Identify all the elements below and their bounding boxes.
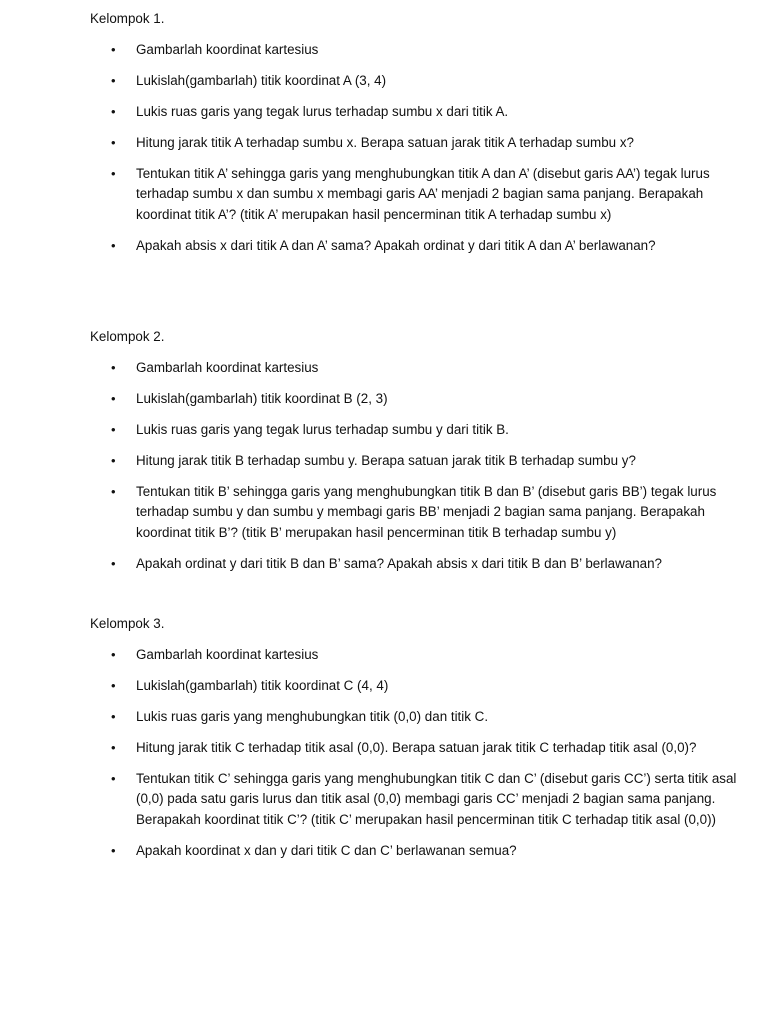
list-item [90, 358, 740, 378]
item-text: Gambarlah koordinat kartesius [136, 647, 319, 662]
bullet-icon: • [111, 771, 116, 786]
item-text: Lukis ruas garis yang menghubungkan titik (0,0) dan titik C. [136, 709, 489, 724]
list-item [90, 236, 740, 256]
item-text: Lukis ruas garis yang tegak lurus terhadap sumbu y dari titik B. [136, 422, 509, 437]
bullet-icon: • [111, 453, 116, 468]
bullet-icon: • [111, 740, 116, 755]
list-item [90, 420, 740, 440]
bullet-icon: • [111, 73, 116, 88]
item-text: Gambarlah koordinat kartesius [136, 360, 319, 375]
item-text: Lukislah(gambarlah) titik koordinat C (4, 4) [136, 678, 389, 693]
list-item [90, 645, 740, 665]
bullet-icon: • [111, 422, 116, 437]
list-item [90, 102, 740, 122]
item-text: Apakah ordinat y dari titik B dan B’ sama? Apakah absis x dari titik B dan B’ berlawanan? [136, 555, 662, 571]
list-item [90, 769, 740, 830]
bullet-icon: • [111, 135, 116, 150]
item-text: Hitung jarak titik C terhadap titik asal (0,0). Berapa satuan jarak titik C terhadap titik asal (0,0)? [136, 740, 697, 755]
list-item [90, 841, 740, 861]
item-text: Apakah koordinat x dan y dari titik C dan C’ berlawanan semua? [136, 842, 517, 858]
item-text: Gambarlah koordinat kartesius [136, 42, 319, 57]
bullet-icon: • [111, 391, 116, 406]
group-section [90, 614, 740, 872]
bullet-icon: • [111, 166, 116, 181]
bullet-icon: • [111, 484, 116, 499]
bullet-icon: • [111, 709, 116, 724]
group-heading: Kelompok 2. [90, 329, 165, 344]
list-item [90, 71, 740, 91]
bullet-icon: • [111, 678, 116, 693]
bullet-icon: • [111, 647, 116, 662]
bullet-icon: • [111, 42, 116, 57]
list-item [90, 707, 740, 727]
item-text: Tentukan titik C’ sehingga garis yang menghubungkan titik C dan C’ (disebut garis CC’) serta titik asal (0,0) pada satu garis lurus dan titik asal (0,0) membagi garis CC’ menjadi 2 bagian sama panjang. Berapakah koordinat titik C’? (titik C’ merupakan hasil pencerminan titik C terhadap titik asal (0,0)) [136, 771, 737, 827]
list-item [90, 554, 740, 574]
bullet-icon: • [111, 360, 116, 375]
item-text: Tentukan titik A’ sehingga garis yang menghubungkan titik A dan A’ (disebut garis AA’) tegak lurus terhadap sumbu x dan sumbu x membagi garis AA’ menjadi 2 bagian sama panjang. Berapakah koordinat titik A’? (titik A’ merupakan hasil pencerminan titik A terhadap sumbu x) [136, 166, 710, 222]
list-item [90, 738, 740, 758]
task-list [90, 358, 740, 574]
bullet-icon: • [111, 842, 116, 858]
task-list [90, 40, 740, 256]
list-item [90, 389, 740, 409]
item-text: Lukislah(gambarlah) titik koordinat B (2, 3) [136, 391, 388, 406]
list-item [90, 164, 740, 225]
item-text: Apakah absis x dari titik A dan A’ sama? Apakah ordinat y dari titik A dan A’ berlawanan? [136, 237, 656, 253]
bullet-icon: • [111, 237, 116, 253]
group-heading: Kelompok 1. [90, 11, 165, 26]
item-text: Lukis ruas garis yang tegak lurus terhadap sumbu x dari titik A. [136, 104, 509, 119]
bullet-icon: • [111, 104, 116, 119]
list-item [90, 451, 740, 471]
group-section [90, 327, 740, 585]
item-text: Tentukan titik B’ sehingga garis yang menghubungkan titik B dan B’ (disebut garis BB’) tegak lurus terhadap sumbu y dan sumbu y membagi garis BB’ menjadi 2 bagian sama panjang. Berapakah koordinat titik B’? (titik B’ merupakan hasil pencerminan titik B terhadap sumbu y) [136, 484, 717, 540]
list-item [90, 676, 740, 696]
group-section [90, 9, 740, 267]
list-item [90, 482, 740, 543]
task-list [90, 645, 740, 861]
bullet-icon: • [111, 555, 116, 571]
list-item [90, 133, 740, 153]
list-item [90, 40, 740, 60]
group-heading: Kelompok 3. [90, 616, 165, 631]
item-text: Hitung jarak titik A terhadap sumbu x. Berapa satuan jarak titik A terhadap sumbu x? [136, 135, 634, 150]
item-text: Hitung jarak titik B terhadap sumbu y. Berapa satuan jarak titik B terhadap sumbu y? [136, 453, 636, 468]
item-text: Lukislah(gambarlah) titik koordinat A (3, 4) [136, 73, 387, 88]
